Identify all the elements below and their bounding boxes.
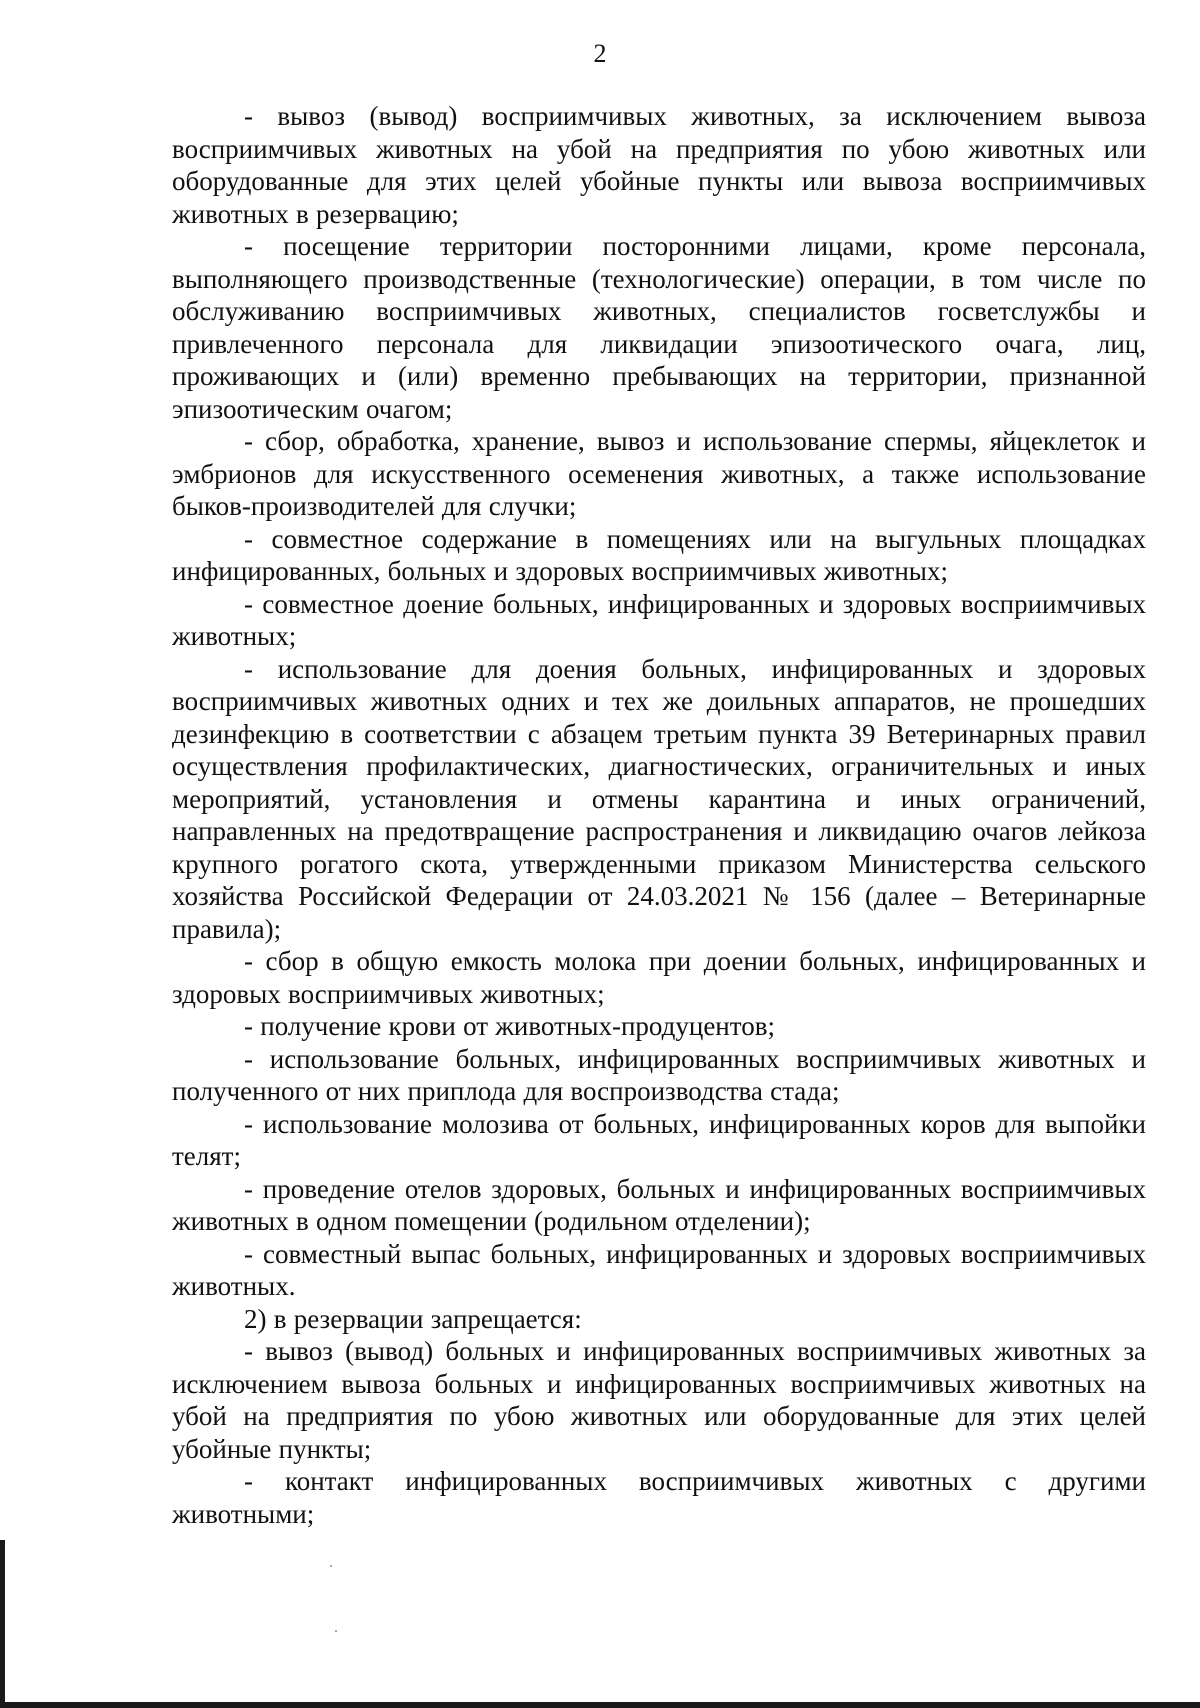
paragraph: - контакт инфицированных восприимчивых животных с другими животными; [172, 1466, 1146, 1529]
scan-speck [335, 1630, 337, 1632]
paragraph: - посещение территории посторонними лицами, кроме персонала, выполняющего производственные (технологические) операции, в том числе по обслуживанию восприимчивых животных, специалистов госветслужбы и привлеченного персонала для ликвидации эпизоотического очага, лиц, проживающих и (или) временно пребывающих на территории, признанной эпизоотическим очагом; [172, 231, 1146, 424]
paragraph: - получение крови от животных-продуцентов; [244, 1011, 775, 1041]
paragraph: - вывоз (вывод) больных и инфицированных восприимчивых животных за исключением вывоза больных и инфицированных восприимчивых животных на убой на предприятия по убою животных или оборудованные для этих целей убойные пункты; [172, 1336, 1146, 1464]
paragraph: - совместное содержание в помещениях или на выгульных площадках инфицированных, больных и здоровых восприимчивых животных; [172, 523, 1146, 586]
paragraph: - использование молозива от больных, инфицированных коров для выпойки телят; [172, 1108, 1146, 1171]
paragraph: 2) в резервации запрещается: [244, 1303, 582, 1334]
paragraph: - совместный выпас больных, инфицированных и здоровых восприимчивых животных. [172, 1238, 1146, 1301]
page-number: 2 [593, 39, 607, 68]
paragraph: - сбор в общую емкость молока при доении больных, инфицированных и здоровых восприимчивых животных; [172, 946, 1146, 1009]
paragraph: - использование для доения больных, инфицированных и здоровых восприимчивых животных одних и тех же доильных аппаратов, не прошедших дезинфекцию в соответствии с абзацем третьим пункта 39 Ветеринарных правил осуществления профилактических, диагностических, ограничительных и иных мероприятий, установления и отмены карантина и иных ограничений, направленных на предотвращение распространения и ликвидацию очагов лейкоза крупного рогатого скота, утвержденными приказом Министерства сельского хозяйства Российской Федерации от 24.03.2021 № 156 (далее – Ветеринарные правила); [172, 653, 1146, 944]
scan-edge-bottom [0, 1702, 1200, 1708]
paragraph: - проведение отелов здоровых, больных и инфицированных восприимчивых животных в одном помещении (родильном отделении); [172, 1173, 1146, 1236]
paragraph: - сбор, обработка, хранение, вывоз и использование спермы, яйцеклеток и эмбрионов для искусственного осеменения животных, а также использование быков-производителей для случки; [172, 426, 1146, 521]
document-body [172, 100, 1146, 1530]
scan-speck [330, 1565, 332, 1567]
scan-edge-left [0, 1540, 5, 1708]
paragraph: - совместное доение больных, инфицированных и здоровых восприимчивых животных; [172, 588, 1146, 651]
paragraph: - вывоз (вывод) восприимчивых животных, за исключением вывоза восприимчивых животных на убой на предприятия по убою животных или оборудованные для этих целей убойные пункты или вывоза восприимчивых животных в резервацию; [172, 101, 1146, 229]
paragraph: - использование больных, инфицированных восприимчивых животных и полученного от них приплода для воспроизводства стада; [172, 1043, 1146, 1106]
